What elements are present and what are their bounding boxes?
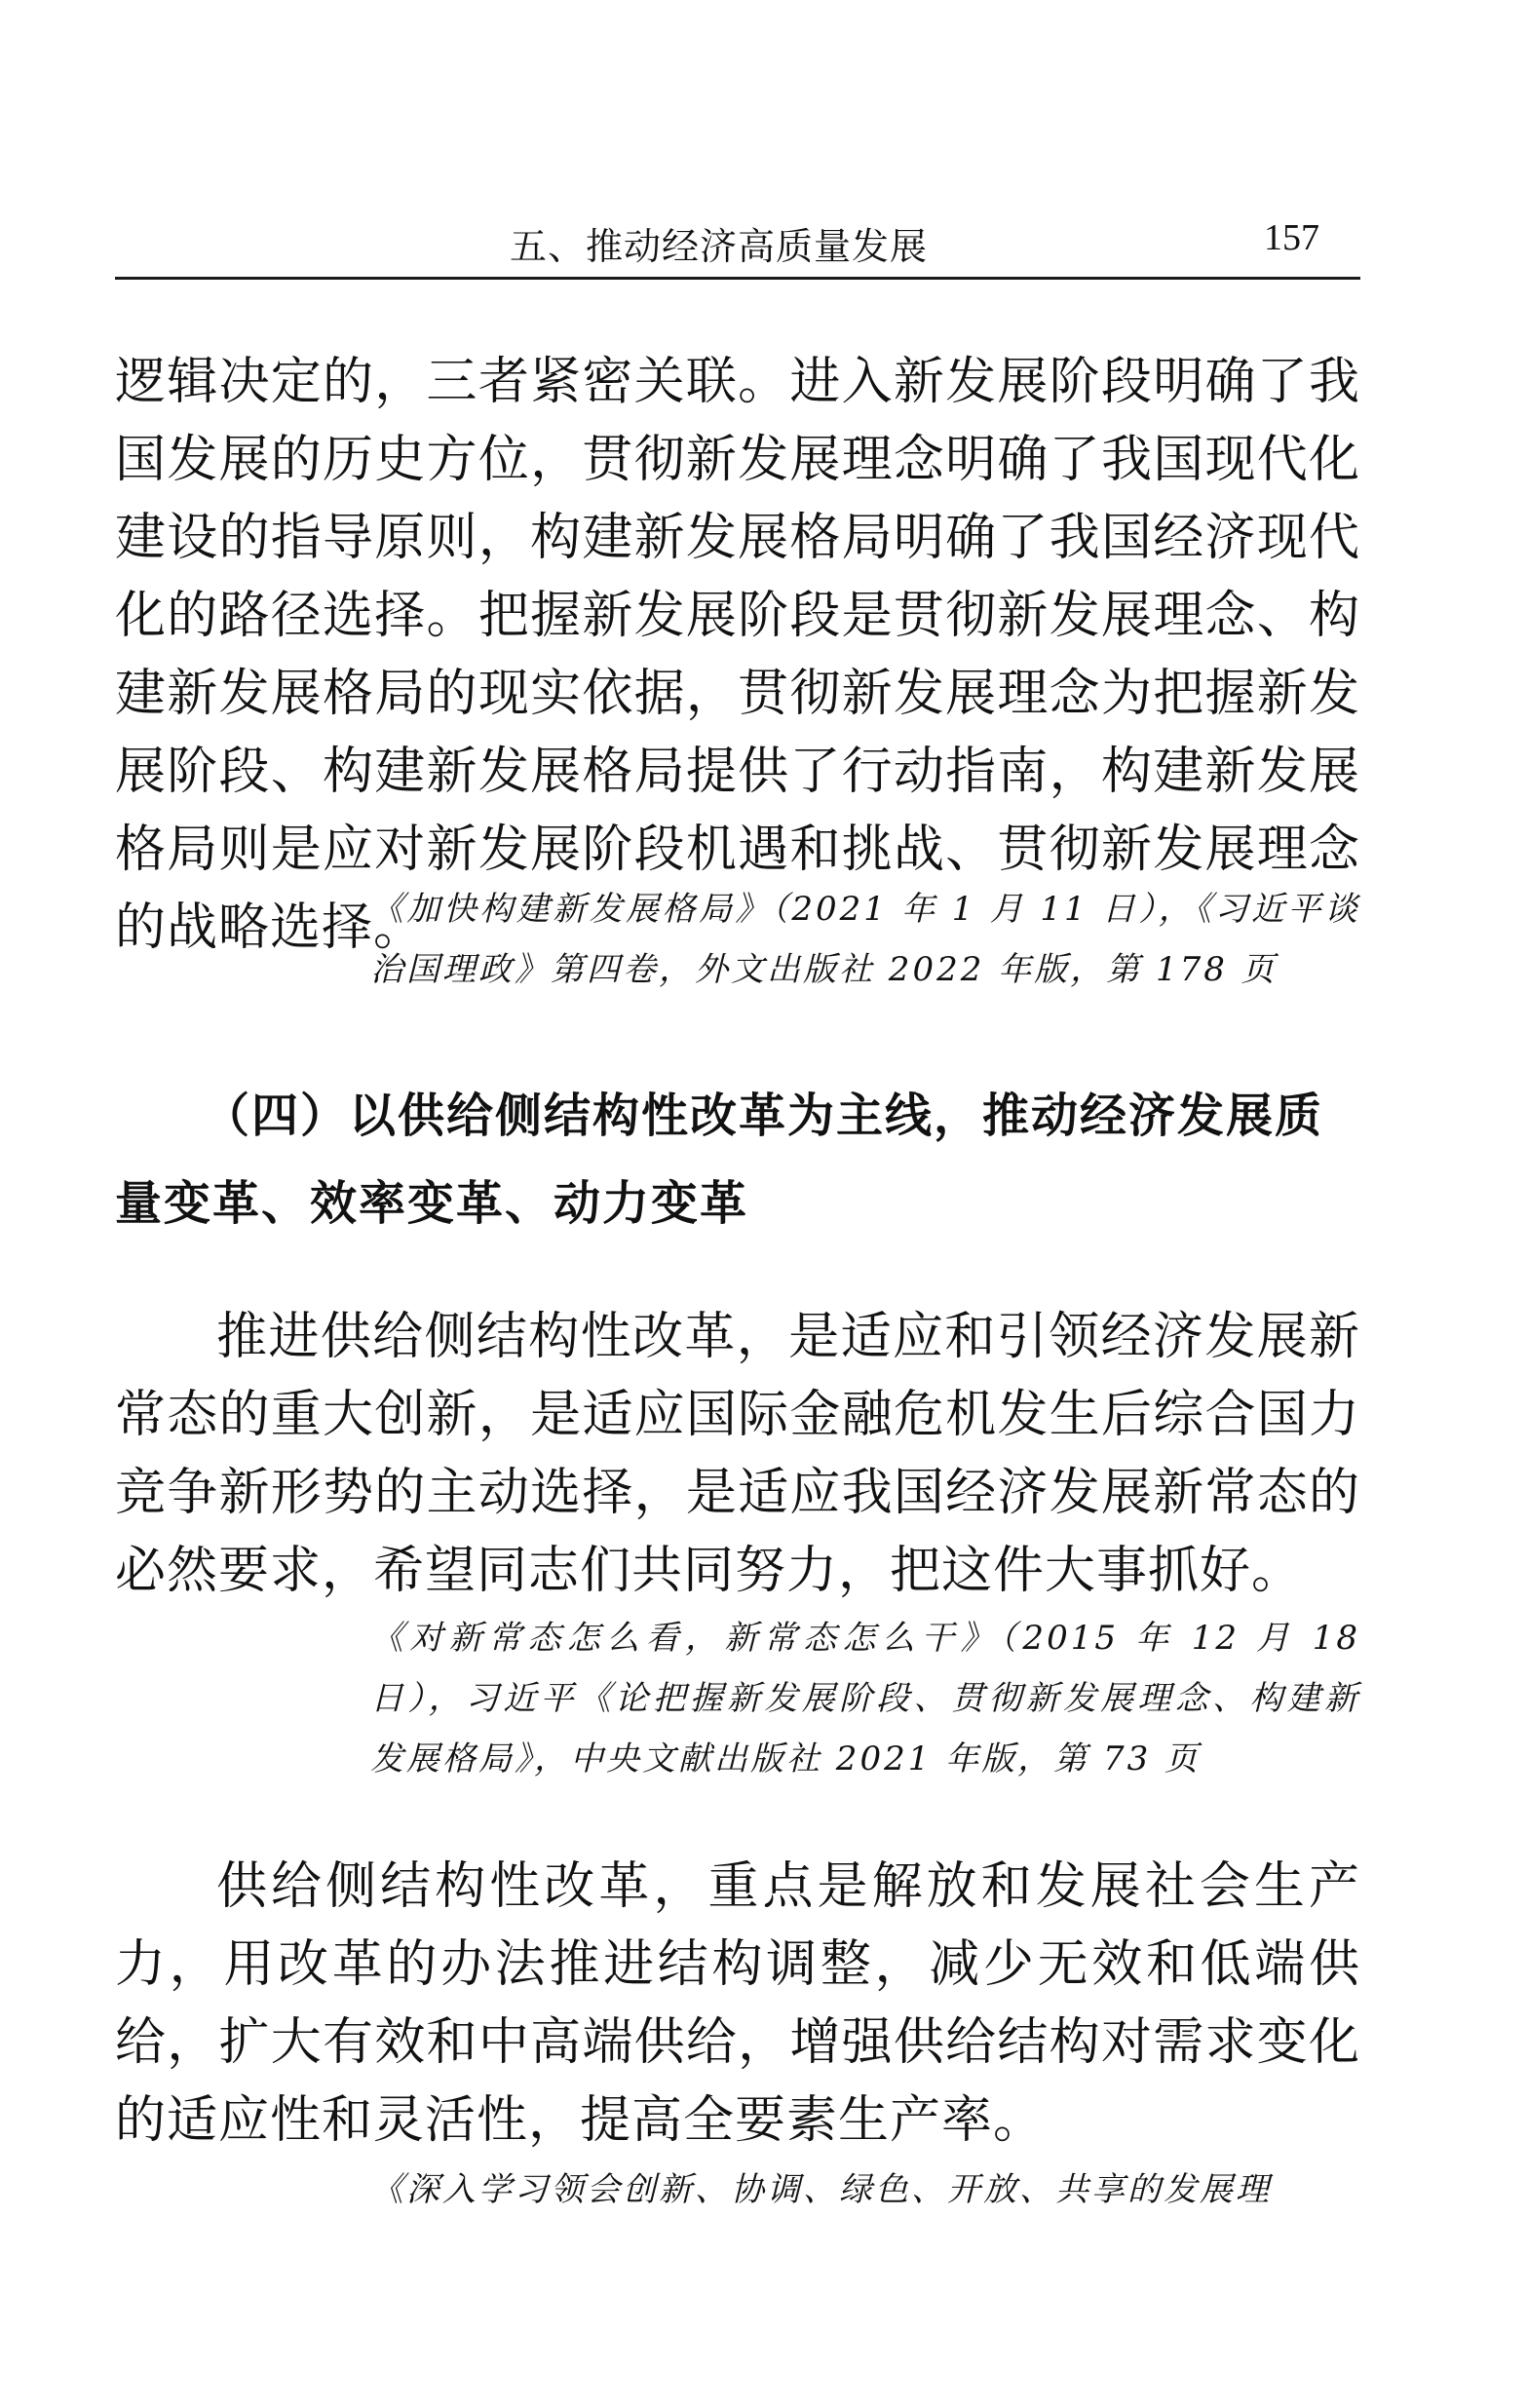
body-paragraph-2: 推进供给侧结构性改革，是适应和引领经济发展新常态的重大创新，是适应国际金融危机发生后综合国力竞争新形势的主动选择，是适应我国经济发展新常态的必然要求，希望同志们共同努力，把这件大事抓好。 xyxy=(115,1308,1360,1600)
citation-2: 《对新常态怎么看，新常态怎么干》（2015 年 12 月 18 日），习近平《论把握新发展阶段、贯彻新发展理念、构建新发展格局》，中央文献出版社 2021 年版，第 73 页 xyxy=(370,1619,1360,1778)
chapter-title: 五、推动经济高质量发展 xyxy=(510,225,929,268)
body-paragraph-1: 逻辑决定的，三者紧密关联。进入新发展阶段明确了我国发展的历史方位，贯彻新发展理念明确了我国现代化建设的指导原则，构建新发展格局明确了我国经济现代化的路径选择。把握新发展阶段是贯彻新发展理念、构建新发展格局的现实依据，贯彻新发展理念为把握新发展阶段、构建新发展格局提供了行动指南，构建新发展格局则是应对新发展阶段机遇和挑战、贯彻新发展理念的战略选择。 xyxy=(115,353,1360,957)
section-heading-text: （四）以供给侧结构性改革为主线，推动经济发展质量变革、效率变革、动力变革 xyxy=(115,1089,1324,1231)
citation-3: 《深入学习领会创新、协调、绿色、开放、共享的发展理 xyxy=(370,2170,1272,2209)
running-header xyxy=(115,209,1360,280)
section-heading xyxy=(115,1072,1360,1247)
page-number: 157 xyxy=(1264,217,1319,258)
body-paragraph-3: 供给侧结构性改革，重点是解放和发展社会生产力，用改革的办法推进结构调整，减少无效和低端供给，扩大有效和中高端供给，增强供给结构对需求变化的适应性和灵活性，提高全要素生产率。 xyxy=(115,1857,1360,2150)
citation-1: 《加快构建新发展格局》（2021 年 1 月 11 日），《习近平谈治国理政》第四卷，外文出版社 2022 年版，第 178 页 xyxy=(370,890,1360,989)
